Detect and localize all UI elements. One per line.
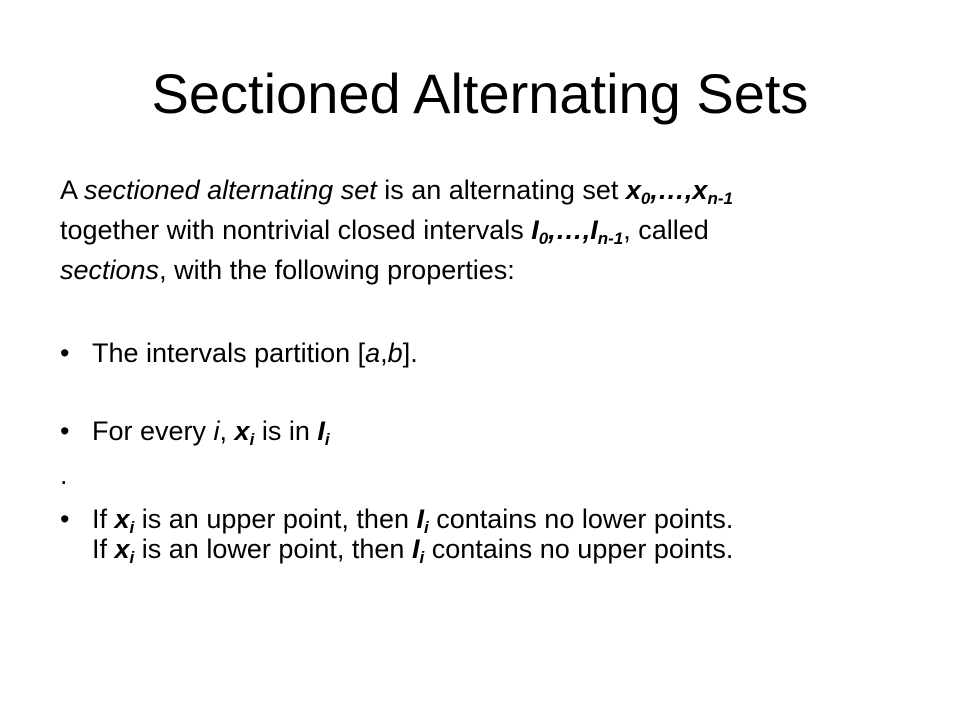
math-x: x — [625, 175, 641, 205]
math-subscript: i — [129, 518, 135, 537]
math-x: x — [114, 534, 130, 564]
bullet-dot-icon: • — [60, 504, 70, 534]
list-item — [60, 504, 920, 567]
math-var: i — [213, 416, 220, 446]
bullet-dot-icon: • — [60, 338, 70, 368]
bullet-text: contains no lower points. — [428, 504, 734, 534]
bullet-text: ]. — [402, 338, 418, 368]
bullet-text: If — [92, 534, 115, 564]
math-subscript: i — [129, 548, 135, 567]
intro-term: sectioned alternating set — [84, 175, 377, 205]
math-subscript: i — [249, 430, 255, 449]
math-subscript: i — [324, 430, 330, 449]
math-interval: I — [590, 215, 598, 245]
math-interval: I — [416, 504, 424, 534]
intro-text: , called — [623, 215, 709, 245]
intro-text: is an alternating set — [376, 175, 626, 205]
bullet-dot-icon: • — [60, 416, 70, 446]
intro-text: , with the following properties: — [159, 255, 515, 285]
math-interval: I — [411, 534, 420, 564]
math-subscript: n-1 — [707, 189, 733, 208]
math-subscript: n-1 — [597, 229, 624, 248]
bullet-text: is in — [254, 416, 318, 446]
math-var: b — [387, 338, 403, 368]
math-x: x — [234, 416, 250, 446]
math-x: x — [692, 175, 708, 205]
intro-text: A — [60, 175, 85, 205]
list-item — [60, 416, 920, 449]
bullet-line — [92, 504, 920, 537]
math-ellipsis: ,…, — [548, 215, 591, 245]
intro-text: together with nontrivial closed intervals — [60, 215, 532, 245]
bullet-text: The intervals partition [ — [92, 338, 366, 368]
math-subscript: i — [424, 518, 429, 537]
list-item — [60, 338, 920, 368]
bullet-text: , — [219, 416, 235, 446]
bullet-text: contains no upper points. — [424, 534, 734, 564]
intro-term: sections — [60, 255, 160, 285]
math-subscript: 0 — [538, 229, 549, 248]
math-interval: I — [317, 416, 325, 446]
bullet-line — [92, 534, 920, 567]
math-subscript: 0 — [640, 189, 651, 208]
intro-paragraph — [60, 170, 920, 290]
stray-period: . — [60, 460, 68, 490]
bullet-text: , — [380, 338, 388, 368]
bullet-text: If — [92, 504, 115, 534]
bullet-text: For every — [92, 416, 214, 446]
bullet-text: is an lower point, then — [134, 534, 412, 564]
slide-title: Sectioned Alternating Sets — [151, 62, 809, 125]
bullet-text: is an upper point, then — [134, 504, 417, 534]
math-var: a — [365, 338, 381, 368]
math-interval: I — [531, 215, 539, 245]
math-subscript: i — [419, 548, 425, 567]
math-x: x — [114, 504, 130, 534]
property-list — [60, 338, 920, 567]
math-ellipsis: ,…, — [650, 175, 693, 205]
